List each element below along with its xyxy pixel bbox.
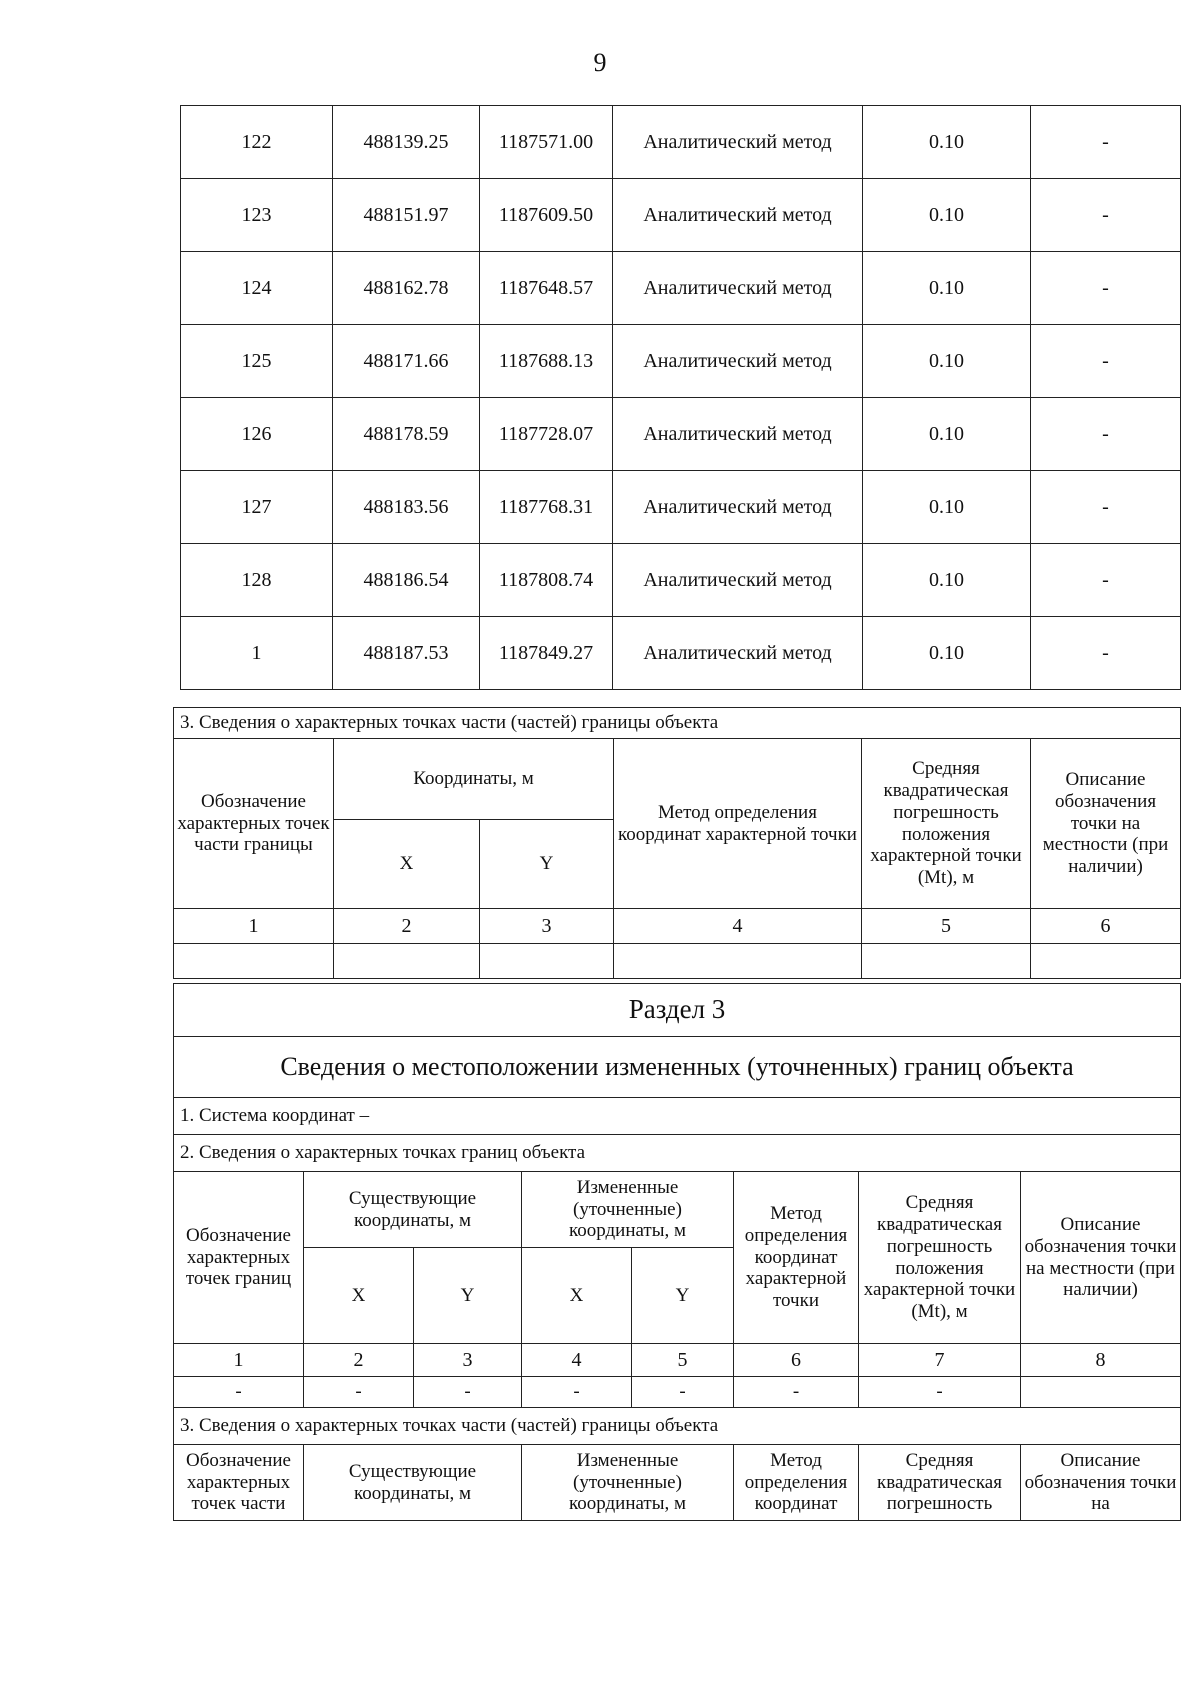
dash-cell: [1021, 1377, 1181, 1408]
y-coordinate: 1187609.50: [480, 179, 613, 252]
method: Аналитический метод: [613, 252, 863, 325]
col-number: 1: [174, 1344, 304, 1377]
table-row: [181, 252, 1181, 325]
section-subtitle: Сведения о местоположении измененных (уточненных) границ объекта: [174, 1037, 1181, 1098]
part-header-method: Метод определения координат: [734, 1445, 859, 1521]
x-coordinate: 488171.66: [333, 325, 480, 398]
mt-value: 0.10: [863, 398, 1031, 471]
method: Аналитический метод: [613, 179, 863, 252]
description: -: [1031, 544, 1181, 617]
y-coordinate: 1187571.00: [480, 106, 613, 179]
y-coordinate: 1187768.31: [480, 471, 613, 544]
empty-cell: [480, 944, 614, 979]
part-header-description: Описание обозначения точки на: [1021, 1445, 1181, 1521]
dash-cell: -: [859, 1377, 1021, 1408]
mt-value: 0.10: [863, 544, 1031, 617]
col-number: 5: [632, 1344, 734, 1377]
part-boundary-caption: 3. Сведения о характерных точках части (частей) границы объекта: [174, 708, 1181, 739]
dash-cell: -: [174, 1377, 304, 1408]
point-number: 128: [181, 544, 333, 617]
header-method: Метод определения координат характерной точки: [734, 1172, 859, 1344]
x-coordinate: 488151.97: [333, 179, 480, 252]
col-number: 5: [862, 909, 1031, 944]
point-number: 125: [181, 325, 333, 398]
point-number: 123: [181, 179, 333, 252]
table-row: [181, 544, 1181, 617]
empty-cell: [334, 944, 480, 979]
description: -: [1031, 325, 1181, 398]
x-coordinate: 488178.59: [333, 398, 480, 471]
method: Аналитический метод: [613, 398, 863, 471]
y-coordinate: 1187648.57: [480, 252, 613, 325]
col-number: 2: [334, 909, 480, 944]
mt-value: 0.10: [863, 106, 1031, 179]
dash-cell: -: [632, 1377, 734, 1408]
mt-value: 0.10: [863, 179, 1031, 252]
col-number: 8: [1021, 1344, 1181, 1377]
header-changed-x: X: [522, 1248, 632, 1344]
table-row: [181, 325, 1181, 398]
method: Аналитический метод: [613, 471, 863, 544]
method: Аналитический метод: [613, 325, 863, 398]
col-number: 2: [304, 1344, 414, 1377]
x-coordinate: 488162.78: [333, 252, 480, 325]
header-existing-x: X: [304, 1248, 414, 1344]
dash-cell: -: [304, 1377, 414, 1408]
mt-value: 0.10: [863, 471, 1031, 544]
method: Аналитический метод: [613, 544, 863, 617]
dash-cell: -: [734, 1377, 859, 1408]
y-coordinate: 1187849.27: [480, 617, 613, 690]
description: -: [1031, 252, 1181, 325]
table-row: [181, 179, 1181, 252]
y-coordinate: 1187808.74: [480, 544, 613, 617]
col-number: 6: [1031, 909, 1181, 944]
points-caption: 2. Сведения о характерных точках границ объекта: [174, 1135, 1181, 1172]
y-coordinate: 1187688.13: [480, 325, 613, 398]
mt-value: 0.10: [863, 325, 1031, 398]
description: -: [1031, 398, 1181, 471]
empty-cell: [1031, 944, 1181, 979]
description: -: [1031, 106, 1181, 179]
col-number: 4: [614, 909, 862, 944]
dash-cell: -: [522, 1377, 632, 1408]
point-number: 124: [181, 252, 333, 325]
header-description: Описание обозначения точки на местности (при наличии): [1021, 1172, 1181, 1344]
part-header-mt: Средняя квадратическая погрешность: [859, 1445, 1021, 1521]
col-number: 1: [174, 909, 334, 944]
table-row: [181, 106, 1181, 179]
description: -: [1031, 179, 1181, 252]
header-mt: Средняя квадратическая погрешность положения характерной точки (Mt), м: [862, 739, 1031, 909]
empty-cell: [614, 944, 862, 979]
mt-value: 0.10: [863, 252, 1031, 325]
header-mt: Средняя квадратическая погрешность положения характерной точки (Mt), м: [859, 1172, 1021, 1344]
header-description: Описание обозначения точки на местности (при наличии): [1031, 739, 1181, 909]
col-number: 3: [480, 909, 614, 944]
x-coordinate: 488187.53: [333, 617, 480, 690]
header-method: Метод определения координат характерной точки: [614, 739, 862, 909]
part-caption: 3. Сведения о характерных точках части (частей) границы объекта: [174, 1408, 1181, 1445]
point-number: 127: [181, 471, 333, 544]
description: -: [1031, 617, 1181, 690]
table-row: [181, 471, 1181, 544]
mt-value: 0.10: [863, 617, 1031, 690]
header-designation: Обозначение характерных точек части границы: [174, 739, 334, 909]
part-boundary-points-table: [173, 707, 1181, 979]
x-coordinate: 488186.54: [333, 544, 480, 617]
coordinates-table: [180, 105, 1181, 690]
point-number: 126: [181, 398, 333, 471]
x-coordinate: 488139.25: [333, 106, 480, 179]
col-number: 7: [859, 1344, 1021, 1377]
header-x: X: [334, 820, 480, 909]
point-number: 122: [181, 106, 333, 179]
header-existing-y: Y: [414, 1248, 522, 1344]
header-coordinates: Координаты, м: [334, 739, 614, 820]
empty-cell: [174, 944, 334, 979]
y-coordinate: 1187728.07: [480, 398, 613, 471]
section-title: Раздел 3: [174, 984, 1181, 1037]
header-y: Y: [480, 820, 614, 909]
part-header-existing: Существующие координаты, м: [304, 1445, 522, 1521]
section-3-table: [173, 983, 1181, 1521]
col-number: 6: [734, 1344, 859, 1377]
part-header-changed: Измененные (уточненные) координаты, м: [522, 1445, 734, 1521]
header-changed-coords: Измененные (уточненные) координаты, м: [522, 1172, 734, 1248]
coordinate-system: 1. Система координат –: [174, 1098, 1181, 1135]
col-number: 4: [522, 1344, 632, 1377]
table-row: [181, 398, 1181, 471]
method: Аналитический метод: [613, 617, 863, 690]
empty-cell: [862, 944, 1031, 979]
header-changed-y: Y: [632, 1248, 734, 1344]
part-header-designation: Обозначение характерных точек части: [174, 1445, 304, 1521]
col-number: 3: [414, 1344, 522, 1377]
table-row: [181, 617, 1181, 690]
method: Аналитический метод: [613, 106, 863, 179]
header-designation: Обозначение характерных точек границ: [174, 1172, 304, 1344]
dash-cell: -: [414, 1377, 522, 1408]
page-number: 9: [593, 48, 607, 77]
point-number: 1: [181, 617, 333, 690]
header-existing-coords: Существующие координаты, м: [304, 1172, 522, 1248]
x-coordinate: 488183.56: [333, 471, 480, 544]
description: -: [1031, 471, 1181, 544]
